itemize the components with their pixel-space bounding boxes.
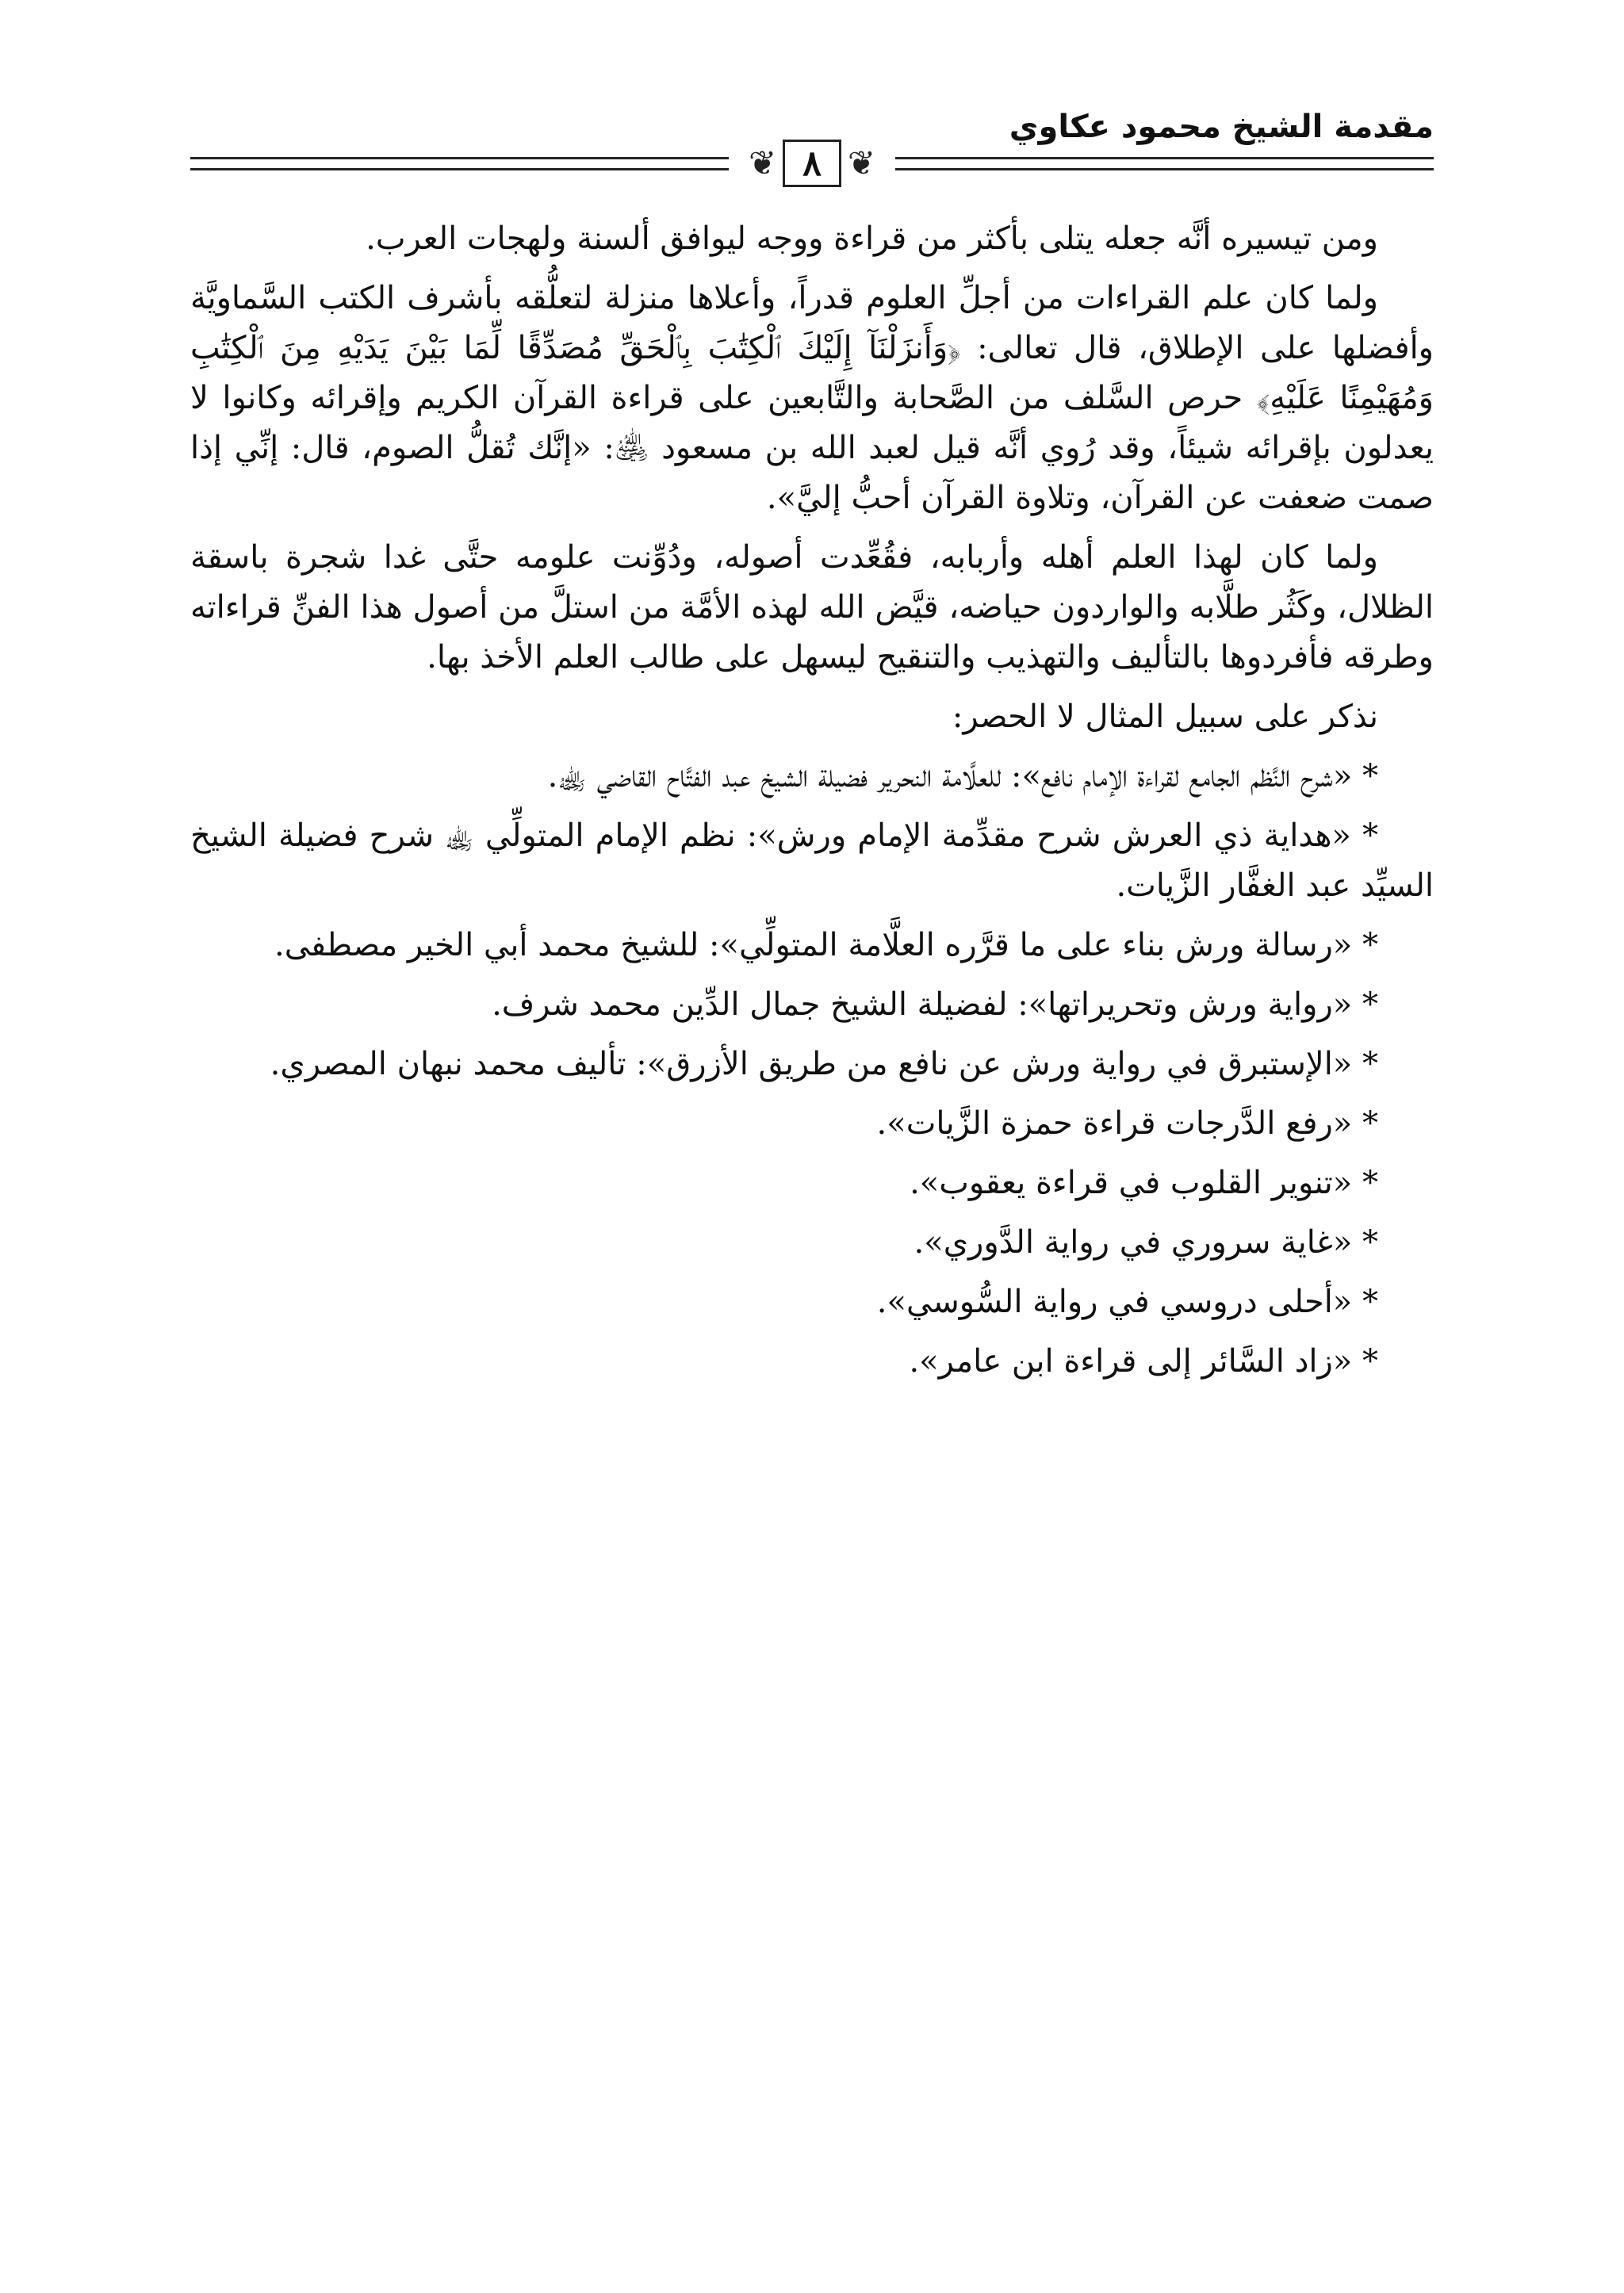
paragraph: ولما كان لهذا العلم أهله وأربابه، فقُعِّدت أصوله، ودُوِّنت علومه حتَّى غدا شجرة باسقة الظلال، وكَثُر طلَّابه والواردون حياضه، قيَّض الله لهذه الأمَّة من استلَّ من أصول هذا الفنِّ قراءاته وطرقه فأفردوها بالتأليف والتهذيب والتنقيح ليسهل على طالب العلم الأخذ بها.: [190, 539, 1434, 676]
running-title: مقدمة الشيخ محمود عكاوي: [1009, 109, 1434, 145]
list-item: * «شرح النَّظم الجامع لقراءة الإمام نافع»: للعلَّامة النحرير فضيلة الشيخ عبد الفتَّاح القاضي ﵀.: [547, 758, 1378, 794]
page-number: ٨: [783, 140, 841, 187]
list-item: * «الإستبرق في رواية ورش عن نافع من طريق الأزرق»: تأليف محمد نبهان المصري.: [270, 1046, 1378, 1082]
list-item: * «رواية ورش وتحريراتها»: لفضيلة الشيخ جمال الدِّين محمد شرف.: [492, 986, 1378, 1023]
list-item: * «غاية سروري في رواية الدَّوري».: [914, 1224, 1378, 1261]
list-item: * «رفع الدَّرجات قراءة حمزة الزَّيات».: [876, 1105, 1378, 1142]
ornament-left-icon: ❦: [748, 144, 777, 182]
page-body: [190, 214, 1434, 1396]
page-number-ornament: [729, 136, 895, 190]
ornament-right-icon: ❦: [847, 144, 876, 182]
paragraph: نذكر على سبيل المثال لا الحصر:: [952, 699, 1378, 735]
paragraph: ومن تيسيره أنَّه جعله يتلى بأكثر من قراءة ووجه ليوافق ألسنة ولهجات العرب.: [366, 220, 1378, 257]
list-item: * «رسالة ورش بناء على ما قرَّره العلَّامة المتولِّي»: للشيخ محمد أبي الخير مصطفى.: [274, 927, 1378, 963]
page-header: [190, 103, 1434, 190]
list-item: * «تنوير القلوب في قراءة يعقوب».: [910, 1165, 1378, 1201]
list-item: * «أحلى دروسي في رواية السُّوسي».: [876, 1284, 1378, 1320]
paragraph: ولما كان علم القراءات من أجلِّ العلوم قدراً، وأعلاها منزلة لتعلُّقه بأشرف الكتب السَّماويَّة وأفضلها على الإطلاق، قال تعالى: ﴿وَأَنزَلْنَآ إِلَيْكَ ٱلْكِتَٰبَ بِٱلْحَقِّ مُصَدِّقًا لِّمَا بَيْنَ يَدَيْهِ مِنَ ٱلْكِتَٰبِ وَمُهَيْمِنًا عَلَيْهِ﴾ حرص السَّلف من الصَّحابة والتَّابعين على قراءة القرآن الكريم وإقرائه وكانوا لا يعدلون بإقرائه شيئاً، وقد رُوي أنَّه قيل لعبد الله بن مسعود ﵁: «إنَّك تُقلُّ الصوم، قال: إنِّي إذا صمت ضعفت عن القرآن، وتلاوة القرآن أحبُّ إليَّ».: [190, 280, 1434, 516]
list-item: * «زاد السَّائر إلى قراءة ابن عامر».: [909, 1343, 1378, 1380]
list-item: * «هداية ذي العرش شرح مقدِّمة الإمام ورش»: نظم الإمام المتولِّي ﵀ شرح فضيلة الشيخ السيِّد عبد الغفَّار الزَّيات.: [190, 817, 1434, 904]
